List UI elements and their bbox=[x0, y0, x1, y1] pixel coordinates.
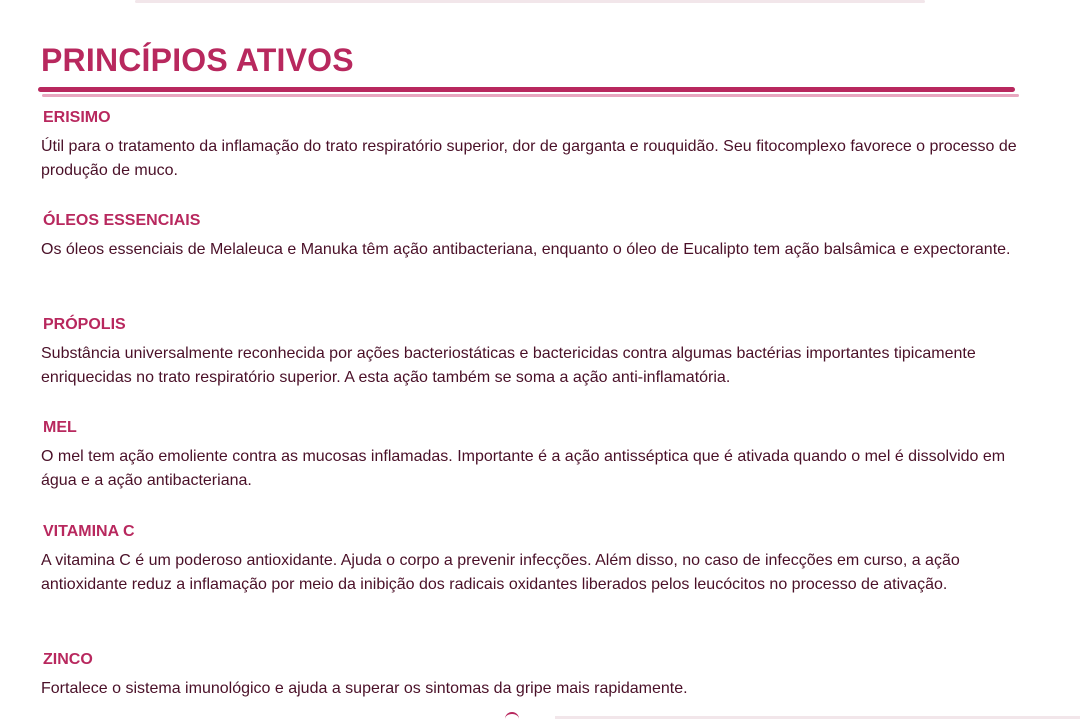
section-oleos-essenciais bbox=[41, 212, 1021, 262]
section-heading: ZINCO bbox=[43, 651, 93, 668]
section-text: Substância universalmente reconhecida por ações bacteriostáticas e bactericidas contra algumas bactérias importantes tipicamente enriquecidas no trato respiratório superior. A esta ação também se soma a ação anti-inflamatória. bbox=[41, 345, 976, 386]
section-text: O mel tem ação emoliente contra as mucosas inflamadas. Importante é a ação antisséptica que é ativada quando o mel é dissolvido em água e a ação antibacteriana. bbox=[41, 448, 1006, 489]
title-underline-shadow bbox=[42, 94, 1019, 97]
page-title: PRINCÍPIOS ATIVOS bbox=[41, 42, 354, 78]
section-zinco bbox=[41, 651, 1021, 701]
section-text: Os óleos essenciais de Melaleuca e Manuka têm ação antibacteriana, enquanto o óleo de Eucalipto tem ação balsâmica e expectorante. bbox=[41, 241, 1011, 258]
section-mel bbox=[41, 419, 1021, 493]
section-heading: ERISIMO bbox=[43, 109, 111, 126]
section-text: Útil para o tratamento da inflamação do trato respiratório superior, dor de garganta e rouquidão. Seu fitocomplexo favorece o processo de produção de muco. bbox=[41, 138, 1017, 179]
top-divider bbox=[135, 0, 925, 3]
section-heading: MEL bbox=[43, 419, 77, 436]
decorative-swirl bbox=[505, 712, 519, 721]
section-text: Fortalece o sistema imunológico e ajuda a superar os sintomas da gripe mais rapidamente. bbox=[41, 680, 688, 697]
title-underline bbox=[38, 87, 1015, 92]
section-heading: PRÓPOLIS bbox=[43, 316, 126, 333]
section-erisimo bbox=[41, 109, 1021, 183]
section-heading: VITAMINA C bbox=[43, 523, 135, 540]
section-vitamina-c bbox=[41, 523, 1021, 597]
section-propolis bbox=[41, 316, 1021, 390]
section-heading: ÓLEOS ESSENCIAIS bbox=[43, 212, 201, 229]
section-text: A vitamina C é um poderoso antioxidante. Ajuda o corpo a prevenir infecções. Além disso, no caso de infecções em curso, a ação antioxidante reduz a inflamação por meio da inibição dos radicais oxidantes liberados pelos leucócitos no processo de ativação. bbox=[41, 552, 960, 593]
